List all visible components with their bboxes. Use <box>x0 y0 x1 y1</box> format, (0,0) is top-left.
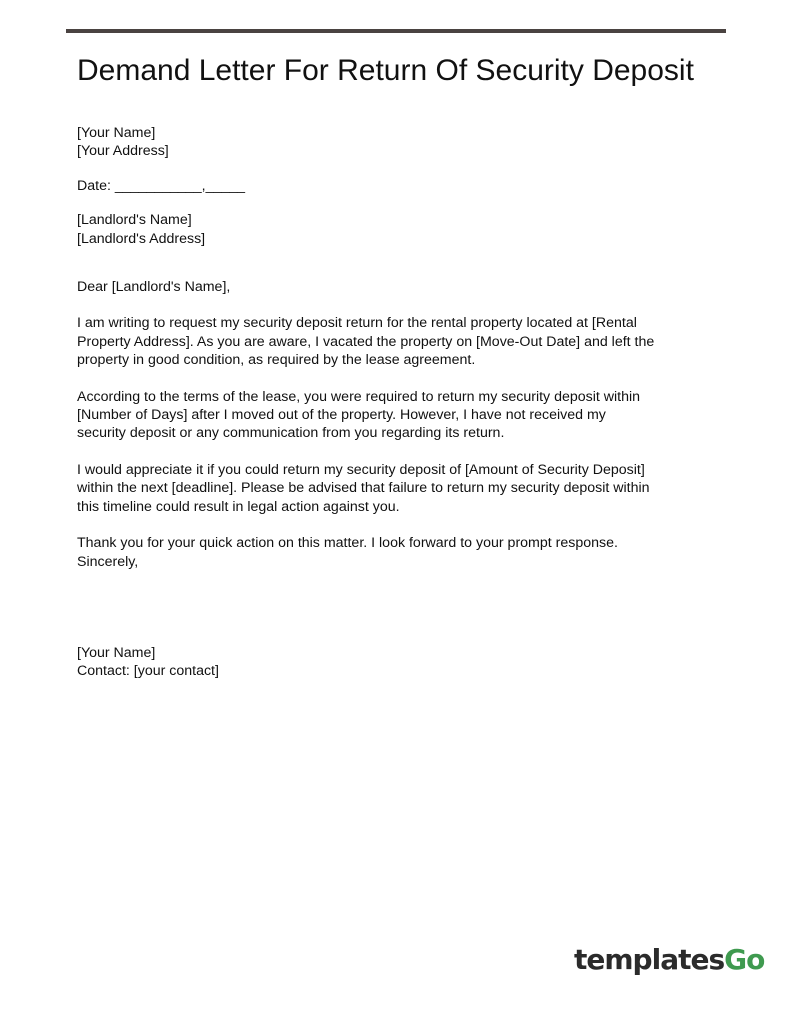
date-line: Date: ___________,_____ <box>77 177 246 194</box>
signature-name: [Your Name] <box>77 644 156 661</box>
salutation: Dear [Landlord's Name], <box>77 279 231 296</box>
paragraph-line: According to the terms of the lease, you were required to return my security deposit within <box>77 388 641 405</box>
paragraph-line: I would appreciate it if you could return my security deposit of [Amount of Security Deposit] <box>77 461 645 478</box>
paragraph-line: this timeline could result in legal action against you. <box>77 498 400 515</box>
paragraph-line: Property Address]. As you are aware, I vacated the property on [Move-Out Date] and left the <box>77 333 655 350</box>
recipient-name: [Landlord's Name] <box>77 212 192 229</box>
paragraph-lease-terms <box>77 388 727 443</box>
sender-address: [Your Address] <box>77 143 169 160</box>
closing-line: Thank you for your quick action on this matter. I look forward to your prompt response. <box>77 535 618 552</box>
recipient-address: [Landlord's Address] <box>77 230 206 247</box>
paragraph-line: [Number of Days] after I moved out of the property. However, I have not received my <box>77 407 606 424</box>
logo-text-templates: templates <box>574 943 725 976</box>
paragraph-request <box>77 314 727 369</box>
paragraph-demand <box>77 461 727 516</box>
sender-name: [Your Name] <box>77 125 156 141</box>
paragraph-line: security deposit or any communication from you regarding its return. <box>77 425 505 442</box>
sign-off: Sincerely, <box>77 553 139 570</box>
paragraph-line: property in good condition, as required by the lease agreement. <box>77 352 476 369</box>
templatesgo-logo <box>574 943 764 977</box>
letter-body <box>77 124 727 681</box>
logo-text-go: Go <box>724 943 765 976</box>
signature-contact: Contact: [your contact] <box>77 663 219 680</box>
paragraph-line: I am writing to request my security deposit return for the rental property located at [Rental <box>77 315 637 332</box>
paragraph-line: within the next [deadline]. Please be advised that failure to return my security deposit within <box>77 480 650 497</box>
document-title: Demand Letter For Return Of Security Deposit <box>77 54 694 87</box>
top-divider <box>66 29 726 33</box>
